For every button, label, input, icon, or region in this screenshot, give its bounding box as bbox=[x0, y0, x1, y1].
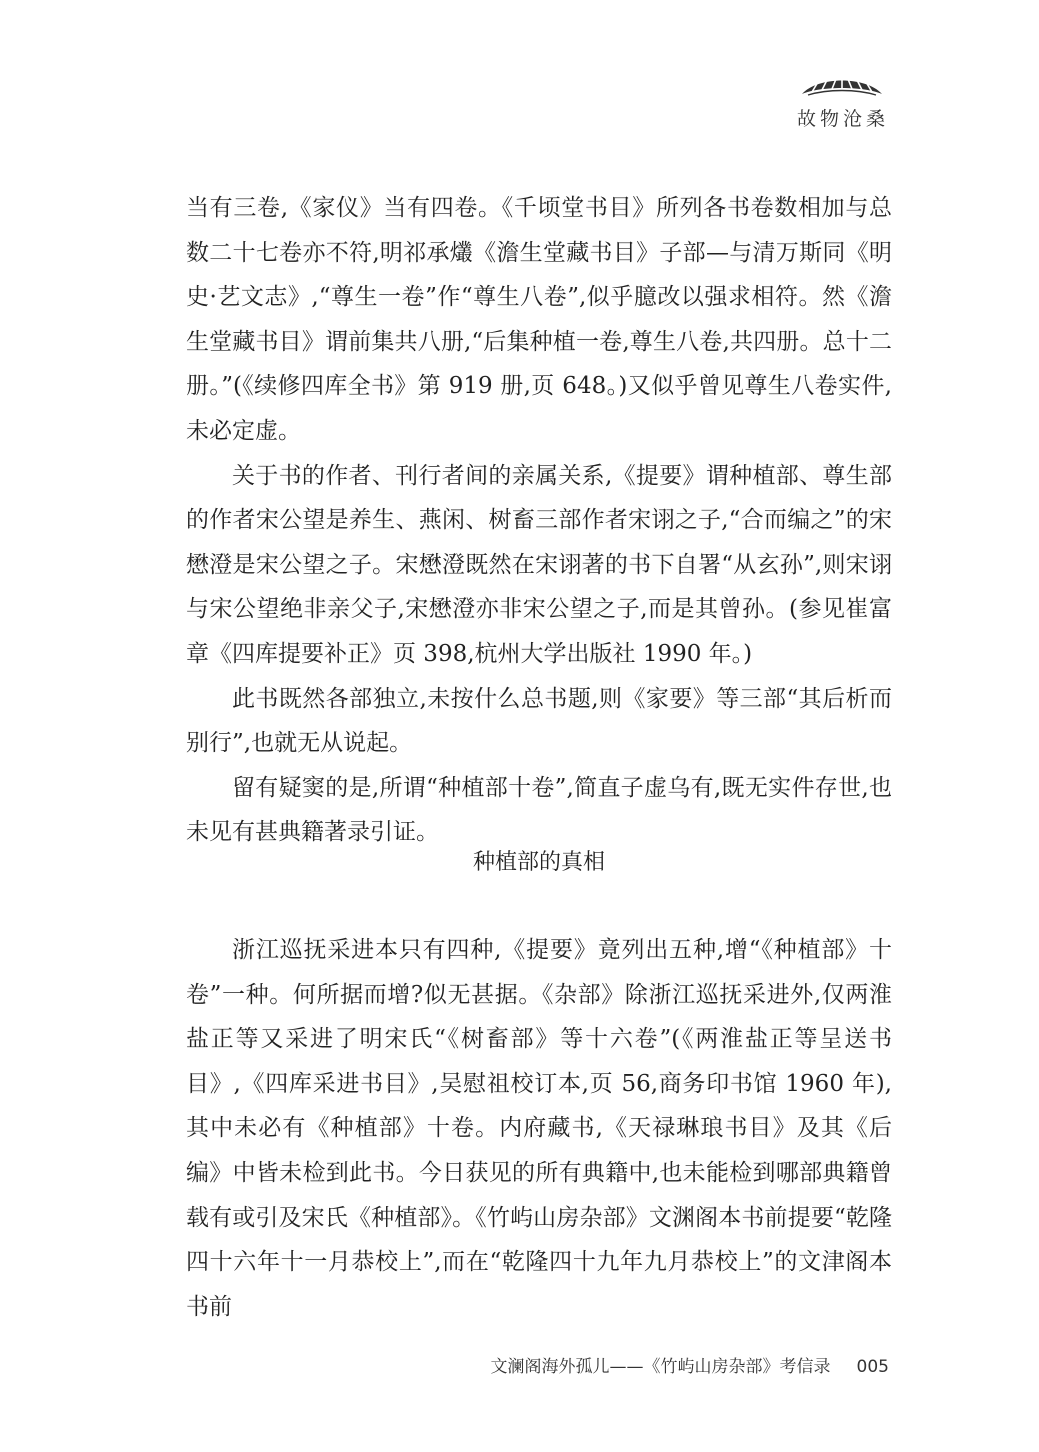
paragraph: 此书既然各部独立,未按什么总书题,则《家要》等三部“其后析而别行”,也就无从说起。 bbox=[186, 685, 892, 757]
paragraph: 关于书的作者、刊行者间的亲属关系,《提要》谓种植部、尊生部的作者宋公望是养生、燕闲、树畜三部作者宋诩之子,“合而编之”的宋懋澄是宋公望之子。宋懋澄既然在宋诩著的书下自署“从玄孙”,则宋诩与宋公望绝非亲父子,宋懋澄亦非宋公望之子,而是其曾孙。(参见崔富章《四库提要补正》页 398,杭州大学出版社 1990 年。) bbox=[186, 462, 892, 667]
section-heading: 种植部的真相 bbox=[472, 850, 605, 875]
body-text-bottom bbox=[186, 928, 892, 1329]
body-text-top bbox=[186, 186, 892, 855]
page-footer bbox=[491, 1352, 889, 1377]
footer-book-title: 文澜阁海外孤儿——《竹屿山房杂部》考信录 bbox=[490, 1357, 831, 1377]
running-head-title: 故物沧桑 bbox=[796, 108, 889, 130]
paragraph: 浙江巡抚采进本只有四种,《提要》竟列出五种,增“《种植部》十卷”一种。何所据而增?似无甚据。《杂部》除浙江巡抚采进外,仅两淮盐正等又采进了明宋氏“《树畜部》等十六卷”(《两淮盐正等呈送书目》,《四库采进书目》,吴慰祖校订本,页 56,商务印书馆 1960 年),其中未必有《种植部》十卷。内府藏书,《天禄琳琅书目》及其《后编》中皆未检到此书。今日获见的所有典籍中,也未能检到哪部典籍曾载有或引及宋氏《种植部》。《竹屿山房杂部》文渊阁本书前提要“乾隆四十六年十一月恭校上”,而在“乾隆四十九年九月恭校上”的文津阁本书前 bbox=[186, 937, 892, 1320]
paragraph: 当有三卷,《家仪》当有四卷。《千顷堂书目》所列各书卷数相加与总数二十七卷亦不符,明祁承爜《澹生堂藏书目》子部—与清万斯同《明史·艺文志》,“尊生一卷”作“尊生八卷”,似乎臆改以强求相符。然《澹生堂藏书目》谓前集共八册,“后集种植一卷,尊生八卷,共四册。总十二册。”(《续修四库全书》第 919 册,页 648。)又似乎曾见尊生八卷实件,未必定虚。 bbox=[186, 195, 892, 444]
page-number: 005 bbox=[856, 1357, 889, 1377]
leaf-ornament-icon bbox=[798, 72, 886, 98]
paragraph: 留有疑窦的是,所谓“种植部十卷”,简直子虚乌有,既无实件存世,也未见有甚典籍著录引证。 bbox=[186, 774, 892, 846]
